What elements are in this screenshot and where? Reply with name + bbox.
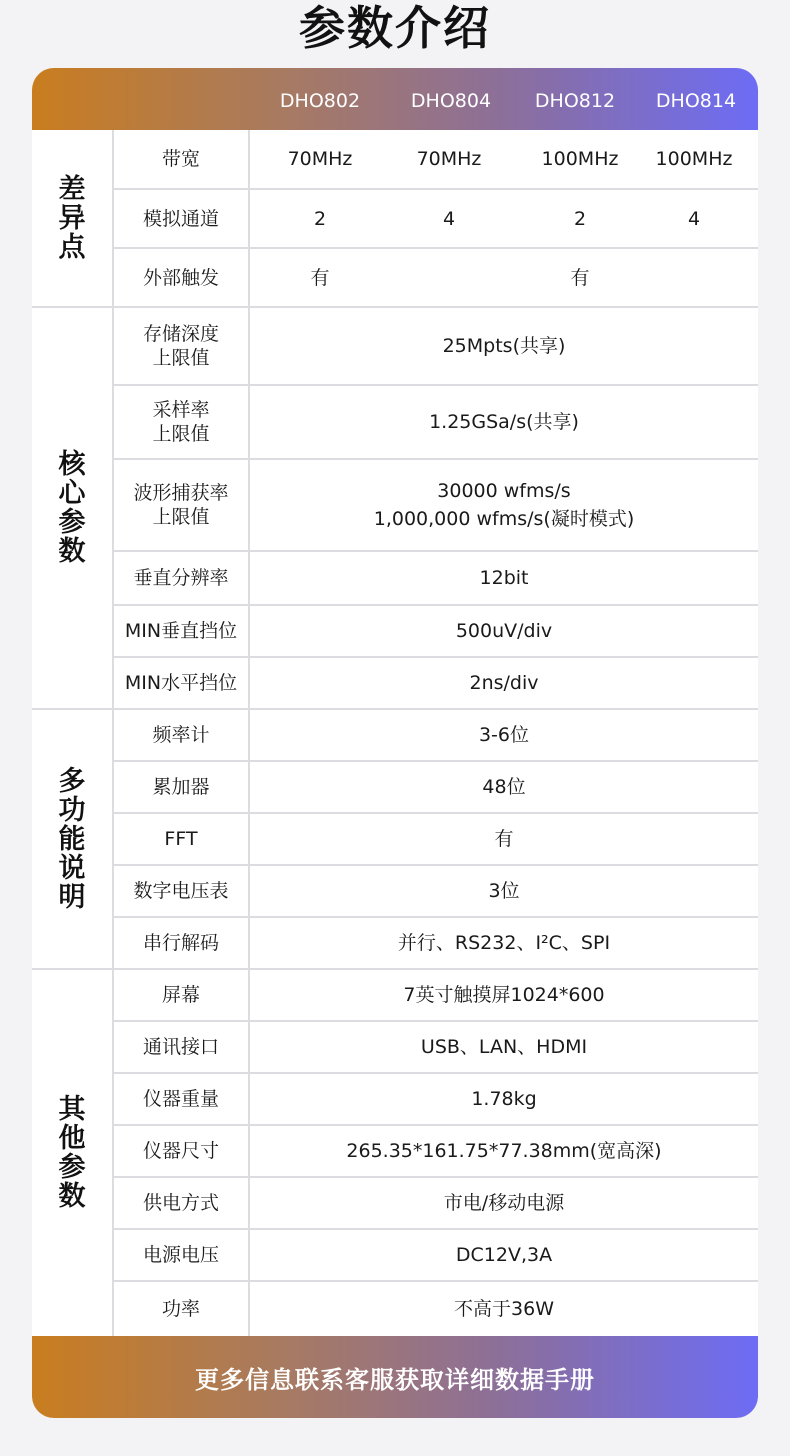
row-label-fft: FFT <box>164 828 198 850</box>
channels-dho802: 2 <box>313 207 327 230</box>
row-label-serial-decode: 串行解码 <box>142 932 219 954</box>
value-min-horizontal: 2ns/div <box>469 672 539 694</box>
value-power: 不高于36W <box>454 1298 554 1320</box>
row-label-min-vertical: MIN垂直挡位 <box>124 620 238 642</box>
value-vertical-res: 12bit <box>479 567 529 589</box>
row-label-dvm: 数字电压表 <box>133 880 229 902</box>
channels-dho814: 4 <box>687 207 701 230</box>
section-functions: 多功能说明 <box>58 765 86 913</box>
page-title: 参数介绍 <box>299 1 491 55</box>
ext-trigger-dho81x: 有 <box>570 266 590 289</box>
value-min-vertical: 500uV/div <box>455 620 553 642</box>
row-label-power: 功率 <box>161 1298 200 1320</box>
value-freq-counter: 3-6位 <box>478 724 530 746</box>
row-label-power-supply: 供电方式 <box>142 1192 219 1214</box>
row-label-interfaces: 通讯接口 <box>142 1036 219 1058</box>
bandwidth-dho802: 70MHz <box>287 148 353 170</box>
channels-dho804: 4 <box>442 207 456 230</box>
value-interfaces: USB、LAN、HDMI <box>420 1036 588 1058</box>
row-label-power-voltage: 电源电压 <box>142 1244 219 1266</box>
section-core-params: 核心参数 <box>58 449 86 567</box>
ext-trigger-dho80x: 有 <box>310 266 330 289</box>
value-weight: 1.78kg <box>471 1088 537 1110</box>
value-power-voltage: DC12V,3A <box>455 1244 553 1266</box>
row-label-min-horizontal: MIN水平挡位 <box>124 672 238 694</box>
row-label-vertical-res: 垂直分辨率 <box>133 567 229 589</box>
row-label-screen: 屏幕 <box>161 984 200 1006</box>
row-label-memory: 存储深度 上限值 <box>142 323 219 369</box>
model-dho802: DHO802 <box>279 90 361 112</box>
value-fft: 有 <box>494 828 514 850</box>
channels-dho812: 2 <box>573 207 587 230</box>
contact-banner-text: 更多信息联系客服获取详细数据手册 <box>195 1365 595 1394</box>
value-sample-rate: 1.25GSa/s(共享) <box>429 411 579 433</box>
model-dho804: DHO804 <box>410 90 492 112</box>
model-dho812: DHO812 <box>534 90 616 112</box>
contact-banner[interactable] <box>32 1336 758 1418</box>
row-label-dimensions: 仪器尺寸 <box>142 1140 219 1162</box>
row-label-ext-trigger: 外部触发 <box>142 266 219 289</box>
spec-table <box>32 68 758 1418</box>
value-dimensions: 265.35*161.75*77.38mm(宽高深) <box>346 1140 662 1162</box>
value-serial-decode: 并行、RS232、I²C、SPI <box>397 932 611 954</box>
row-label-capture-rate: 波形捕获率 上限值 <box>133 482 229 528</box>
section-other-params: 其他参数 <box>58 1094 86 1212</box>
row-label-totalizer: 累加器 <box>152 776 210 798</box>
value-capture-rate: 30000 wfms/s 1,000,000 wfms/s(凝时模式) <box>373 480 635 530</box>
row-label-weight: 仪器重量 <box>142 1088 219 1110</box>
value-screen: 7英寸触摸屏1024*600 <box>403 984 605 1006</box>
row-label-sample-rate: 采样率 上限值 <box>152 399 210 445</box>
value-dvm: 3位 <box>488 880 520 902</box>
model-header <box>32 68 758 130</box>
bandwidth-dho812: 100MHz <box>541 148 619 170</box>
row-label-channels: 模拟通道 <box>142 207 219 230</box>
model-dho814: DHO814 <box>655 90 737 112</box>
row-label-freq-counter: 频率计 <box>152 724 210 746</box>
value-totalizer: 48位 <box>482 776 526 798</box>
section-differences: 差异点 <box>58 173 86 263</box>
row-label-bandwidth: 带宽 <box>161 148 200 170</box>
value-memory: 25Mpts(共享) <box>442 335 566 357</box>
bandwidth-dho804: 70MHz <box>416 148 482 170</box>
bandwidth-dho814: 100MHz <box>655 148 733 170</box>
value-power-supply: 市电/移动电源 <box>443 1192 565 1214</box>
